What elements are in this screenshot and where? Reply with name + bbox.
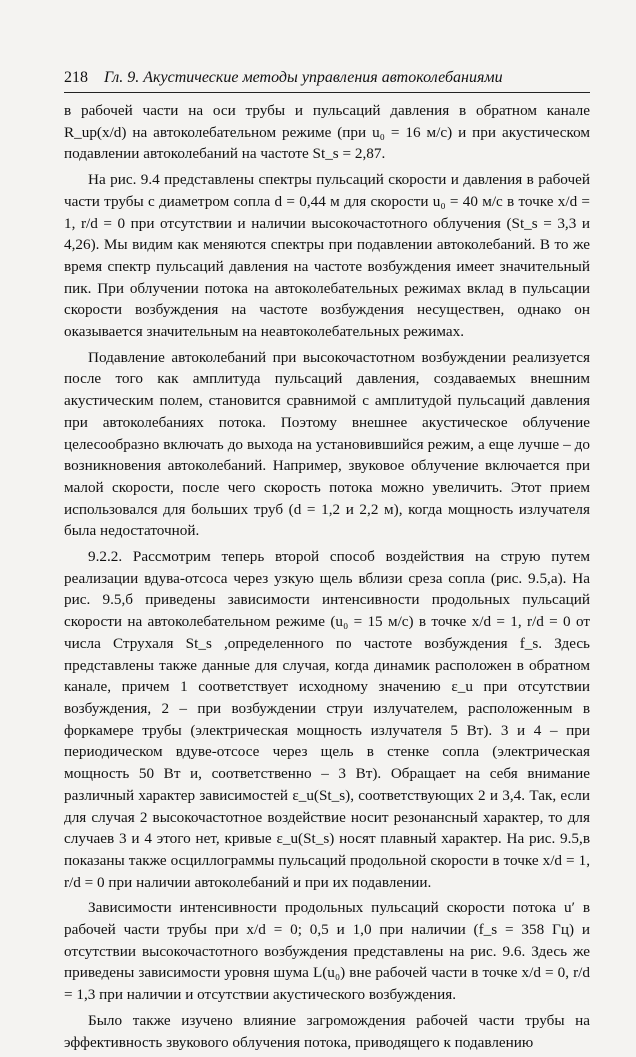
paragraph: в рабочей части на оси трубы и пульсаций давления в обратном канале R_up(x/d) на автоколебательном режиме (при u₀ = 16 м/с) и при акустическом подавлении автоколебаний на частоте St_s = 2,87. <box>64 102 590 163</box>
running-title: Гл. 9. Акустические методы управления автоколебаниями <box>104 69 503 86</box>
body-text <box>64 100 590 1057</box>
header-rule <box>64 92 590 93</box>
paragraph: На рис. 9.4 представлены спектры пульсаций скорости и давления в рабочей части трубы с диаметром сопла d = 0,44 м для скорости u₀ = 40 м/с в точке x/d = 1, r/d = 0 при отсутствии и наличии высокочастотного облучения (St_s = 3,3 и 4,26). Мы видим как меняются спектры при подавлении автоколебаний. В то же время спектр пульсаций давления на частоте возбуждения имеет значительный пик. При облучении потока на автоколебательных режимах вклад в пульсации скорости возбуждения на частоте возбуждения несуществен, однако он оказывается значительным на неавтоколебательных режимах. <box>64 171 590 341</box>
running-header <box>64 68 586 88</box>
paragraph: Было также изучено влияние загромождения рабочей части трубы на эффективность звукового облучения потока, приводящего к подавлению <box>64 1011 590 1051</box>
paragraph: Подавление автоколебаний при высокочастотном возбуждении реализуется после того как амплитуда пульсаций давления, создаваемых внешним акустическим полем, становится сравнимой с амплитудой пульсаций давления при автоколебаниях потока. Поэтому внешнее акустическое облучение целесообразно включать до выхода на установившийся режим, а еще лучше – до возникновения автоколебаний. Например, звуковое облучение включается при малой скорости, после чего скорость потока можно увеличить. Этот прием использовался для больших труб (d = 1,2 и 2,2 м), когда мощность излучателя была недостаточной. <box>64 348 590 540</box>
page-number: 218 <box>64 69 88 86</box>
paragraph-section-9-2-2: 9.2.2. Рассмотрим теперь второй способ воздействия на струю путем реализации вдува-отсоса через узкую щель вблизи среза сопла (рис. 9.5,а). На рис. 9.5,б приведены зависимости интенсивности продольных пульсаций скорости на автоколебательном режиме (u₀ = 15 м/с) в точке x/d = 1, r/d = 0 от числа Струхаля St_s ,определенного по частоте возбуждения f_s. Здесь представлены также данные для случая, когда динамик расположен в обратном канале, причем 1 соответствует исходному значению ε_u при отсутствии возбуждения, 2 – при возбуждении струи излучателем, расположенным в форкамере трубы (электрическая мощность излучателя 5 Вт). 3 и 4 – при периодическом вдуве-отсосе через щель в стенке сопла (электрическая мощность 50 Вт и, соответственно – 3 Вт). Обращает на себя внимание различный характер зависимостей ε_u(St_s), соответствующих 2 и 3,4. Так, если для случая 2 высокочастотное воздействие носит резонансный характер, то для случаев 3 и 4 этого нет, кривые ε_u(St_s) носят плавный характер. На рис. 9.5,в показаны также осциллограммы пульсаций продольной скорости в точке x/d = 1, r/d = 0 при наличии автоколебаний и при их подавлении. <box>64 548 590 891</box>
paragraph: Зависимости интенсивности продольных пульсаций скорости потока u′ в рабочей части трубы при x/d = 0; 0,5 и 1,0 при наличии (f_s = 358 Гц) и отсутствии высокочастотного возбуждения представлены на рис. 9.6. Здесь же приведены зависимости уровня шума L(u₀) вне рабочей части в точке x/d = 0, r/d = 1,3 при наличии и отсутствии акустического возбуждения. <box>64 899 590 1004</box>
